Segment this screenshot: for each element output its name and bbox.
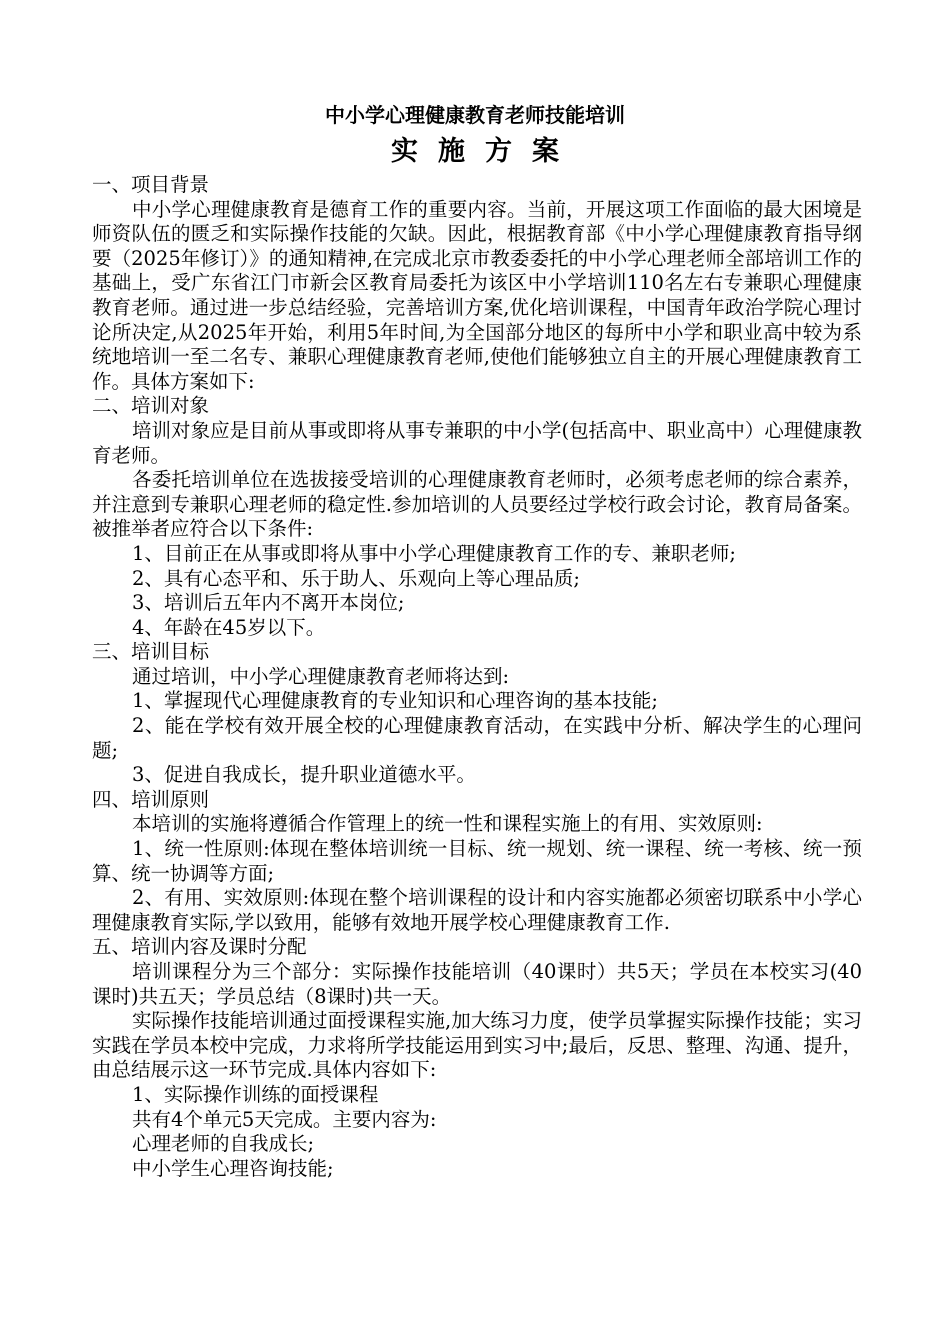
list-item: 4、年龄在45岁以下。 <box>132 615 326 639</box>
paragraph: 培训对象应是目前从事或即将从事专兼职的中小学(包括高中、职业高中）心理健康教育老师。 <box>92 418 862 467</box>
section-heading: 五、培训内容及课时分配 <box>92 935 307 959</box>
paragraph: 通过培训，中小学心理健康教育老师将达到: <box>132 664 510 688</box>
list-item: 3、促进自我成长，提升职业道德水平。 <box>132 763 476 787</box>
paragraph: 各委托培训单位在选拔接受培训的心理健康教育老师时，必须考虑老师的综合素养，并注意到专兼职心理老师的稳定性.参加培训的人员要经过学校行政会讨论，教育局备案。被推举者应符合以下条件: <box>92 468 862 541</box>
document-title: 中小学心理健康教育老师技能培训 <box>325 103 625 127</box>
section-heading: 三、培训目标 <box>92 640 210 664</box>
paragraph: 实际操作技能培训通过面授课程实施,加大练习力度，使学员掌握实际操作技能；实习实践在学员本校中完成，力求将所学技能运用到实习中;最后，反思、整理、沟通、提升，由总结展示这一环节完成.具体内容如下: <box>92 1009 862 1082</box>
list-item: 1、统一性原则:体现在整体培训统一目标、统一规划、统一课程、统一考核、统一预算、统一协调等方面; <box>92 837 862 885</box>
paragraph: 中小学生心理咨询技能; <box>132 1156 334 1180</box>
list-item: 1、实际操作训练的面授课程 <box>132 1082 379 1106</box>
section-heading: 二、培训对象 <box>92 394 210 418</box>
document-subtitle: 实施方案 <box>391 136 579 167</box>
section-heading: 四、培训原则 <box>92 787 210 811</box>
paragraph: 本培训的实施将遵循合作管理上的统一性和课程实施上的有用、实效原则: <box>132 812 763 836</box>
list-item: 3、培训后五年内不离开本岗位; <box>132 591 405 615</box>
paragraph: 中小学心理健康教育是德育工作的重要内容。当前，开展这项工作面临的最大困境是师资队伍的匮乏和实际操作技能的欠缺。因此，根据教育部《中小学心理健康教育指导纲要（2025年修订）》的通知精神,在完成北京市教委委托的中小学心理老师全部培训工作的基础上，受广东省江门市新会区教育局委托为该区中小学培训110名左右专兼职心理健康教育老师。通过进一步总结经验，完善培训方案,优化培训课程，中国青年政治学院心理讨论所决定,从2025年开始，利用5年时间,为全国部分地区的每所中小学和职业高中较为系统地培训一至二名专、兼职心理健康教育老师,使他们能够独立自主的开展心理健康教育工作。具体方案如下: <box>92 197 862 393</box>
list-item: 1、目前正在从事或即将从事中小学心理健康教育工作的专、兼职老师; <box>132 541 736 565</box>
paragraph: 心理老师的自我成长; <box>132 1132 315 1156</box>
section-heading: 一、项目背景 <box>92 173 210 196</box>
paragraph: 培训课程分为三个部分：实际操作技能培训（40课时）共5天；学员在本校实习(40课时)共五天；学员总结（8课时)共一天。 <box>92 960 862 1008</box>
paragraph: 共有4个单元5天完成。主要内容为: <box>132 1107 437 1131</box>
list-item: 2、能在学校有效开展全校的心理健康教育活动，在实践中分析、解决学生的心理问题; <box>92 714 862 762</box>
list-item: 2、具有心态平和、乐于助人、乐观向上等心理品质; <box>132 566 580 590</box>
document-body <box>92 173 862 1181</box>
list-item: 1、掌握现代心理健康教育的专业知识和心理咨询的基本技能; <box>132 689 658 713</box>
list-item: 2、有用、实效原则:体现在整个培训课程的设计和内容实施都必须密切联系中小学心理健康教育实际,学以致用，能够有效地开展学校心理健康教育工作. <box>92 886 862 934</box>
